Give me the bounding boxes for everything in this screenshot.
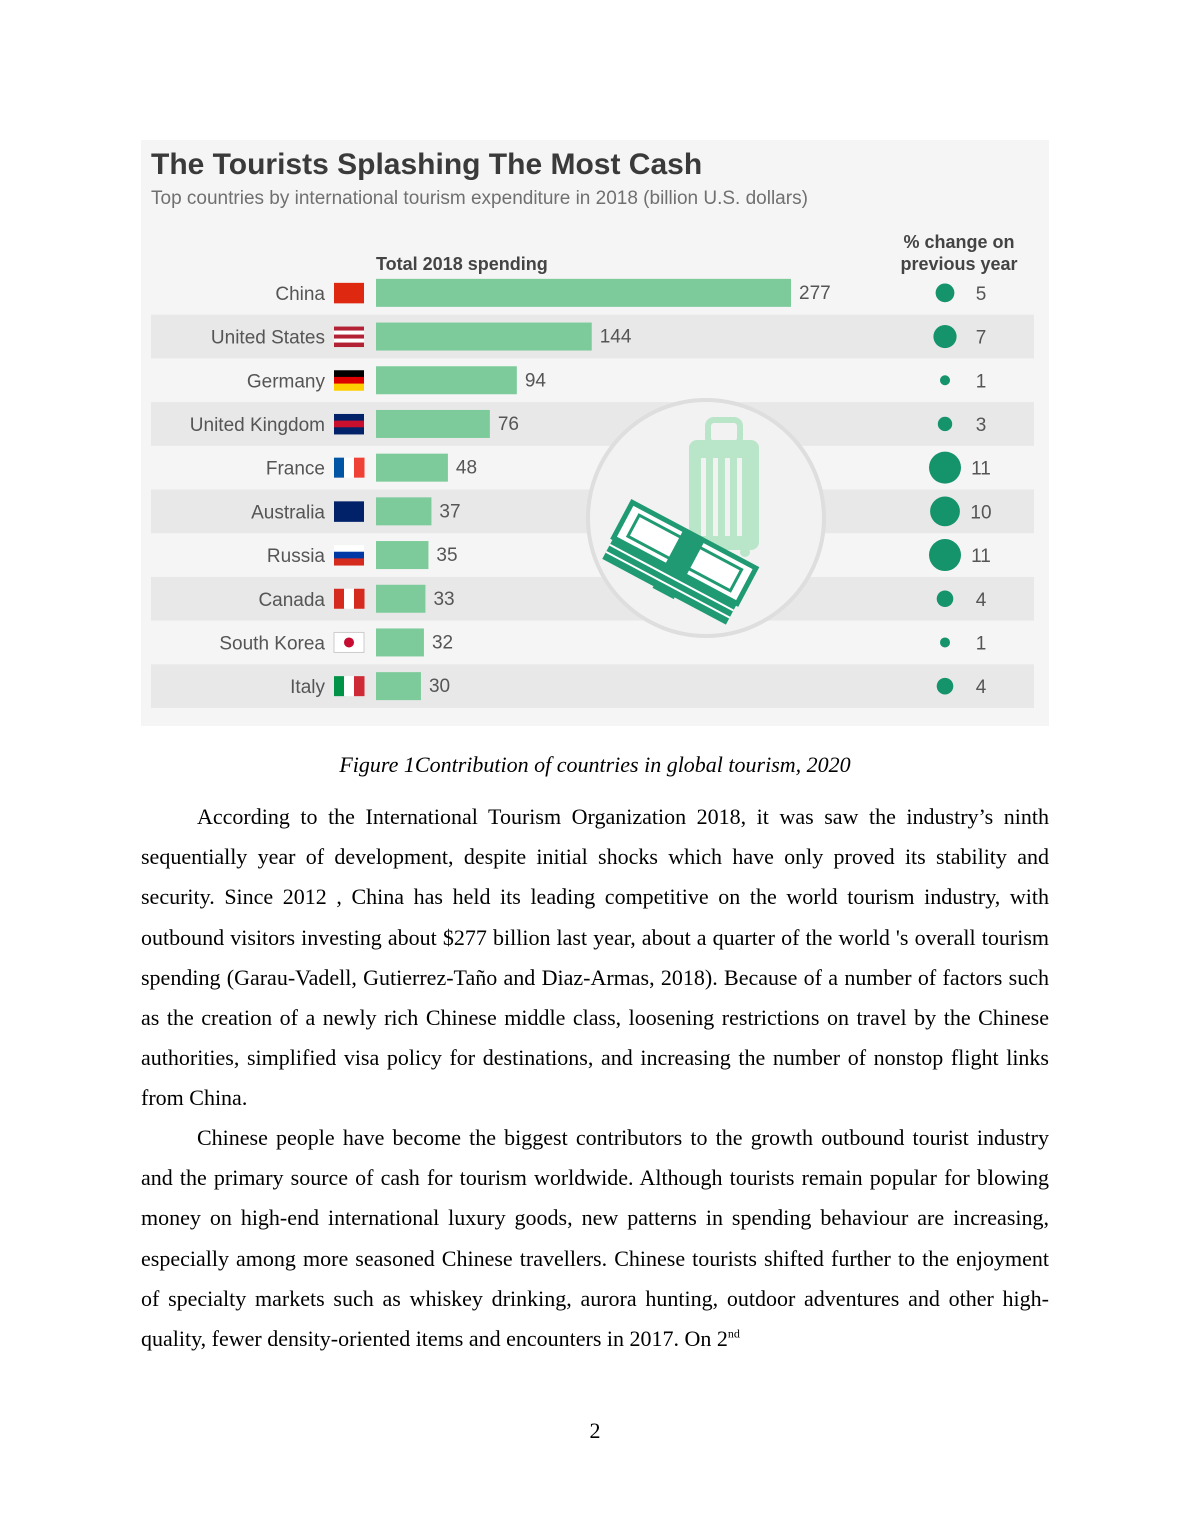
- paragraph-2-text: Chinese people have become the biggest contributors to the growth outbound tourist industry and the primary source of cash for tourism worldwide. Although tourists remain popular for blowing money on high-end international luxury goods, new patterns in spending behaviour are increasing, especially among more seasoned Chinese travellers. Chinese tourists shifted further to the enjoyment of specialty markets such as whiskey drinking, aurora hunting, outdoor adventures and other high-quality, fewer density-oriented items and encounters in 2017. On 2: [141, 1125, 1049, 1352]
- bar-value-label: 76: [497, 413, 520, 435]
- ordinal-suffix: nd: [727, 1326, 740, 1341]
- figure-caption: [141, 751, 1049, 779]
- flag-icon: [334, 501, 364, 521]
- bar: [376, 585, 425, 613]
- change-value-label: 1: [975, 371, 987, 393]
- bar: [376, 541, 428, 569]
- category-label: Russia: [266, 546, 325, 568]
- change-dot: [940, 637, 950, 647]
- change-value-label: 3: [975, 414, 987, 436]
- change-dot: [936, 283, 955, 302]
- bar-value-label: 144: [599, 326, 632, 348]
- paragraph-2: [141, 1118, 1049, 1359]
- bar-value-label: 37: [439, 501, 461, 523]
- change-value-label: 10: [970, 502, 992, 524]
- bar: [376, 628, 424, 656]
- paragraph-1: According to the International Tourism Organization 2018, it was saw the industry’s ninth sequentially year of development, despite initial shocks which have only proved its stability and security. Since 2012 , China has held its leading competitive on the world tourism industry, with outbound visitors investing about $277 billion last year, about a quarter of the world 's overall tourism spending (Garau-Vadell, Gutierrez-Taño and Diaz-Armas, 2018). Because of a number of factors such as the creation of a newly rich Chinese middle class, loosening restrictions on travel by the Chinese authorities, simplified visa policy for destinations, and increasing the number of nonstop flight links from China.: [141, 804, 1049, 1111]
- flag-icon: [334, 589, 365, 609]
- change-dot: [930, 496, 960, 526]
- bar-header: Total 2018 spending: [376, 254, 548, 274]
- flag-icon: [334, 676, 365, 696]
- page-number: 2: [589, 1418, 601, 1443]
- change-value-label: 4: [975, 677, 987, 699]
- bar-value-label: 30: [428, 676, 451, 698]
- row-band: [151, 664, 1034, 708]
- change-dot: [933, 325, 956, 348]
- luggage-money-illustration: [588, 400, 824, 636]
- figure-caption-text: Contribution of countries in global tourism, 2020: [414, 752, 851, 777]
- flag-icon: [334, 370, 364, 391]
- category-label: Canada: [258, 589, 325, 611]
- change-dot: [940, 375, 950, 385]
- bar: [376, 366, 517, 394]
- chart-subtitle: Top countries by international tourism expenditure in 2018 (billion U.S. dollars): [151, 188, 808, 209]
- category-label: United States: [210, 327, 325, 349]
- bar-value-label: 94: [524, 370, 546, 392]
- change-value-label: 7: [975, 327, 987, 349]
- category-label: China: [275, 283, 325, 305]
- change-value-label: 11: [971, 546, 991, 568]
- change-value-label: 1: [975, 633, 987, 655]
- category-label: South Korea: [219, 633, 325, 655]
- change-value-label: 5: [975, 283, 987, 305]
- flag-icon: [334, 283, 364, 304]
- change-dot: [929, 452, 961, 484]
- bar-value-label: 33: [433, 588, 455, 610]
- chart-svg: [141, 140, 1049, 726]
- change-header-line2: previous year: [900, 254, 1018, 274]
- category-label: France: [265, 458, 325, 480]
- figure-label: Figure 1: [339, 752, 415, 777]
- category-label: Germany: [246, 371, 325, 393]
- change-value-label: 4: [975, 589, 987, 611]
- change-value-label: 11: [971, 458, 991, 480]
- bar-value-label: 277: [799, 282, 831, 304]
- change-dot: [937, 590, 954, 607]
- flag-icon: [334, 632, 364, 653]
- flag-icon: [334, 545, 364, 566]
- change-dot: [938, 417, 952, 431]
- bar-value-label: 48: [455, 457, 478, 479]
- bar: [376, 410, 490, 438]
- bar: [376, 454, 448, 482]
- chart-title: The Tourists Splashing The Most Cash: [151, 148, 703, 181]
- flag-icon: [334, 327, 364, 348]
- change-header-line1: % change on: [903, 232, 1015, 252]
- bar: [376, 497, 431, 525]
- flag-icon: [334, 414, 364, 434]
- bar-value-label: 35: [436, 545, 458, 567]
- category-label: Australia: [251, 502, 325, 524]
- category-label: Italy: [290, 677, 325, 699]
- bar: [376, 323, 592, 351]
- bar-value-label: 32: [431, 632, 454, 654]
- category-label: United Kingdom: [189, 414, 325, 436]
- change-dot: [929, 539, 961, 571]
- bar: [376, 279, 791, 307]
- flag-icon: [334, 458, 365, 478]
- tourism-chart: [141, 140, 1049, 726]
- bar: [376, 672, 421, 700]
- change-dot: [937, 678, 954, 695]
